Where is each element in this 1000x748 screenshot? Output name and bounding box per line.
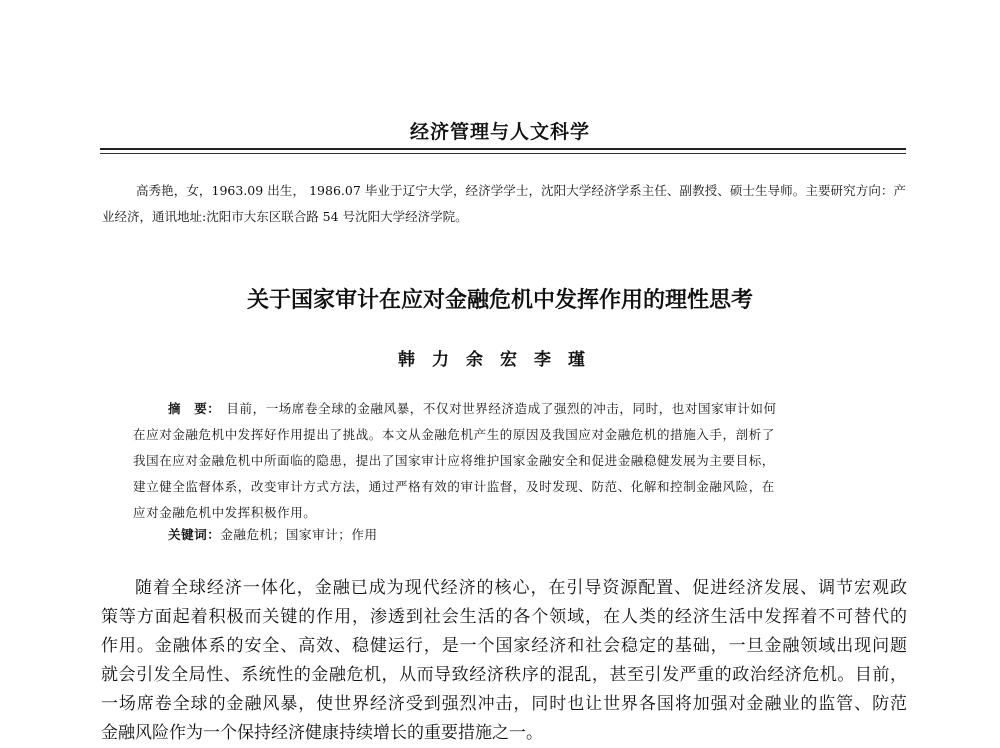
abstract-line [133,396,865,422]
header-rule-thin [100,153,906,154]
keywords-label: 关键词： [168,527,221,542]
body-line: 金融风险作为一个保持经济健康持续增长的重要措施之一。 [101,723,543,743]
abstract-line: 应对金融危机中发挥积极作用。 [133,505,317,520]
abstract-line: 我国在应对金融危机中所面临的隐患，提出了国家审计应将维护国家金融安全和促进金融稳健发展为主要目标， [133,453,775,468]
abstract-line: 建立健全监督体系，改变审计方式方法，通过严格有效的审计监督，及时发现、防范、化解和控制金融风险，在 [133,479,775,494]
body-line: 一场席卷全球的金融风暴，使世界经济受到强烈冲击，同时也让世界各国将加强对金融业的监管、防范 [101,694,907,714]
abstract [133,396,865,526]
body-line: 随着全球经济一体化，金融已成为现代经济的核心，在引导资源配置、促进经济发展、调节宏观政 [135,578,907,598]
article-title: 关于国家审计在应对金融危机中发挥作用的理性思考 [246,288,753,313]
abstract-line: 在应对金融危机中发挥好作用提出了挑战。本文从金融危机产生的原因及我国应对金融危机的措施入手，剖析了 [133,427,775,442]
journal-section-title: 经济管理与人文科学 [409,121,590,143]
body-line: 策等方面起着积极而关键的作用，渗透到社会生活的各个领域，在人类的经济生活中发挥着不可替代的 [101,607,907,627]
body-line: 作用。金融体系的安全、高效、稳健运行，是一个国家经济和社会稳定的基础，一旦金融领域出现问题 [101,636,907,656]
header-rule [100,148,906,150]
keywords [168,525,378,543]
article-authors: 韩力余宏李瑾 [398,350,602,370]
keywords-text: 金融危机；国家审计；作用 [220,527,378,542]
body-paragraph [101,574,907,748]
abstract-text: 目前，一场席卷全球的金融风暴，不仅对世界经济造成了强烈的冲击，同时，也对国家审计如何 [226,401,777,416]
abstract-label: 摘 要： [168,401,221,416]
body-line: 就会引发全局性、系统性的金融危机，从而导致经济秩序的混乱，甚至引发严重的政治经济危机。目前， [101,665,907,685]
author-bio: 高秀艳，女，1963.09 出生， 1986.07 毕业于辽宁大学，经济学学士，沈阳大学经济学系主任、副教授、硕士生导师。主要研究方向：产业经济，通讯地址:沈阳市大东区联合路 54 号沈阳大学经济学院。 [102,183,906,224]
